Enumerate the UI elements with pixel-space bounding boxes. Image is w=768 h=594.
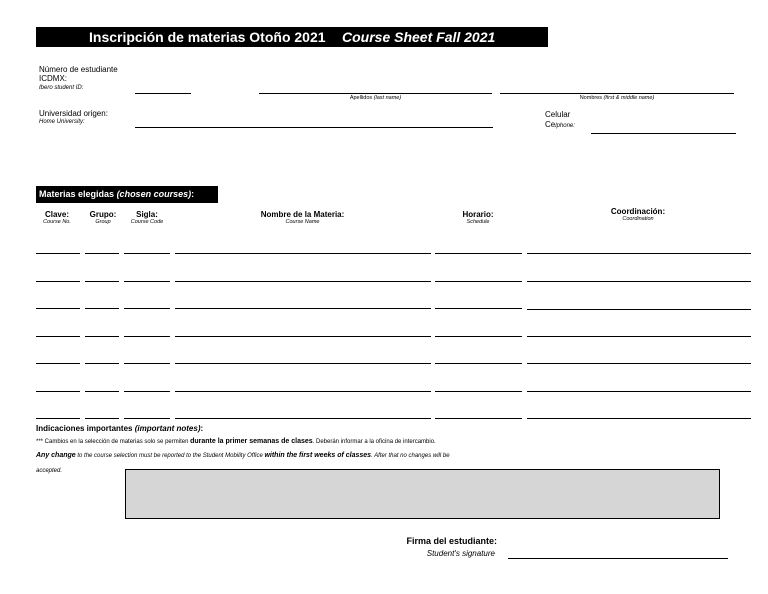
course-row-7-coordinacion-field[interactable] [527,418,751,419]
student-id-label-line2: ICDMX: [39,74,67,83]
column-header-grupo-sub: Group [95,219,111,225]
course-row-4-course-name-field[interactable] [175,336,431,337]
course-row-1-horario-field[interactable] [435,253,522,254]
course-row-5-grupo-field[interactable] [85,363,119,364]
student-id-sublabel: Ibero student ID: [39,85,84,91]
course-row-7-sigla-field[interactable] [124,418,170,419]
note-english [36,452,450,460]
course-row-6-course-name-field[interactable] [175,391,431,392]
notes-heading-es: Indicaciones importantes [36,424,133,433]
course-row-2-grupo-field[interactable] [85,281,119,282]
column-header-horario-sub: Schedule [466,219,490,225]
course-row-4-coordinacion-field[interactable] [527,336,751,337]
column-header-coordinacion-sub: Coordination [622,216,654,222]
course-row-2-coordinacion-field[interactable] [527,281,751,282]
course-row-3-grupo-field[interactable] [85,308,119,309]
title-bar [36,27,548,47]
university-field[interactable] [135,127,493,128]
column-header-grupo-label: Grupo: [89,210,117,219]
notes-heading-colon: : [200,424,204,433]
column-header-course-name-sub: Course Name [285,219,320,225]
column-header-horario [434,210,522,226]
note-spanish-bold: durante la primer semanas de clases [190,438,313,445]
last-name-field[interactable] [259,93,492,94]
course-row-4-horario-field[interactable] [435,336,522,337]
cellphone-label-line1: Celular [545,110,571,119]
course-row-3-horario-field[interactable] [435,308,522,309]
course-row-5-sigla-field[interactable] [124,363,170,364]
course-row-6-horario-field[interactable] [435,391,522,392]
course-row-2-horario-field[interactable] [435,281,522,282]
column-header-sigla [122,210,172,226]
last-name-label [259,95,492,101]
course-row-7-horario-field[interactable] [435,418,522,419]
student-id-field[interactable] [135,93,191,94]
course-row-3-coordinacion-field[interactable] [527,309,751,310]
signature-field[interactable] [508,558,728,559]
first-name-field[interactable] [500,93,734,94]
course-row-2-sigla-field[interactable] [124,281,170,282]
column-header-clave [28,210,86,226]
title-english: Course Sheet Fall 2021 [342,29,496,45]
notes-heading-en: (important notes) [134,424,201,433]
column-header-sigla-sub: Course Code [130,219,164,225]
course-row-5-clave-field[interactable] [36,363,80,364]
course-row-5-horario-field[interactable] [435,363,522,364]
first-name-label [500,95,734,101]
note-spanish [36,438,436,446]
student-id-label [39,65,118,83]
chosen-courses-label-es: Materias elegidas [39,189,115,199]
column-header-coordinacion-label: Coordinación: [610,207,666,216]
chosen-courses-label-en: (chosen courses) [116,189,192,199]
note-english-end: accepted. [36,468,63,474]
course-row-5-course-name-field[interactable] [175,363,431,364]
course-row-5-coordinacion-field[interactable] [527,363,751,364]
cellphone-label-line2 [545,120,575,130]
note-english-part2: . After that no changes will be [371,453,450,459]
column-header-coordinacion [526,207,750,223]
course-row-7-course-name-field[interactable] [175,418,431,419]
course-row-3-course-name-field[interactable] [175,308,431,309]
column-header-clave-label: Clave: [44,210,69,219]
column-header-horario-label: Horario: [462,210,494,219]
note-english-bold1: Any change [36,452,76,459]
university-label: Universidad origen: [39,109,108,118]
column-header-sigla-label: Sigla: [136,210,158,219]
course-row-7-clave-field[interactable] [36,418,80,419]
student-id-label-line1: Número de estudiante [39,65,118,74]
title-spanish: Inscripción de materias Otoño 2021 [89,29,326,45]
notes-heading [36,424,203,433]
cellphone-sublabel: lphone: [555,123,575,129]
cellphone-field[interactable] [591,133,736,134]
notes-text-area[interactable] [125,469,720,519]
first-name-label-es: Nombres [579,95,603,101]
note-english-part1: to the course selection must be reported to the Student Mobility Office [75,453,265,459]
course-row-1-course-name-field[interactable] [175,253,431,254]
last-name-label-en: (last name) [373,95,402,101]
column-header-course-name-label: Nombre de la Materia: [260,210,345,219]
column-header-clave-sub: Course No. [43,219,71,225]
course-row-4-sigla-field[interactable] [124,336,170,337]
course-row-4-clave-field[interactable] [36,336,80,337]
cellphone-label [545,110,570,119]
course-row-1-grupo-field[interactable] [85,253,119,254]
note-spanish-part1: *** Cambios en la selección de materias solo se permiten [36,439,189,445]
course-row-1-clave-field[interactable] [36,253,80,254]
chosen-courses-heading [36,186,218,203]
column-header-grupo [82,210,124,226]
course-row-3-clave-field[interactable] [36,308,80,309]
course-row-6-sigla-field[interactable] [124,391,170,392]
column-header-course-name [174,210,431,226]
last-name-label-es: Apellidos [349,95,373,101]
course-row-6-clave-field[interactable] [36,391,80,392]
signature-sublabel: Student's signature [426,549,495,558]
chosen-courses-colon: : [191,189,195,199]
course-row-7-grupo-field[interactable] [85,418,119,419]
university-sublabel: Home University: [39,119,85,125]
course-row-2-clave-field[interactable] [36,281,80,282]
course-row-6-grupo-field[interactable] [85,391,119,392]
note-spanish-part2: . Deberán informar a la oficina de intercambio. [312,439,436,445]
signature-label: Firma del estudiante: [406,536,497,546]
course-row-6-coordinacion-field[interactable] [527,391,751,392]
course-row-1-sigla-field[interactable] [124,253,170,254]
course-row-4-grupo-field[interactable] [85,336,119,337]
course-row-3-sigla-field[interactable] [124,308,170,309]
first-name-label-en: (first & middle name) [603,95,655,101]
course-row-2-course-name-field[interactable] [175,281,431,282]
course-row-1-coordinacion-field[interactable] [527,253,751,254]
note-english-bold2: within the first weeks of classes [264,452,372,459]
cellphone-label-prefix: Ce [545,120,556,129]
